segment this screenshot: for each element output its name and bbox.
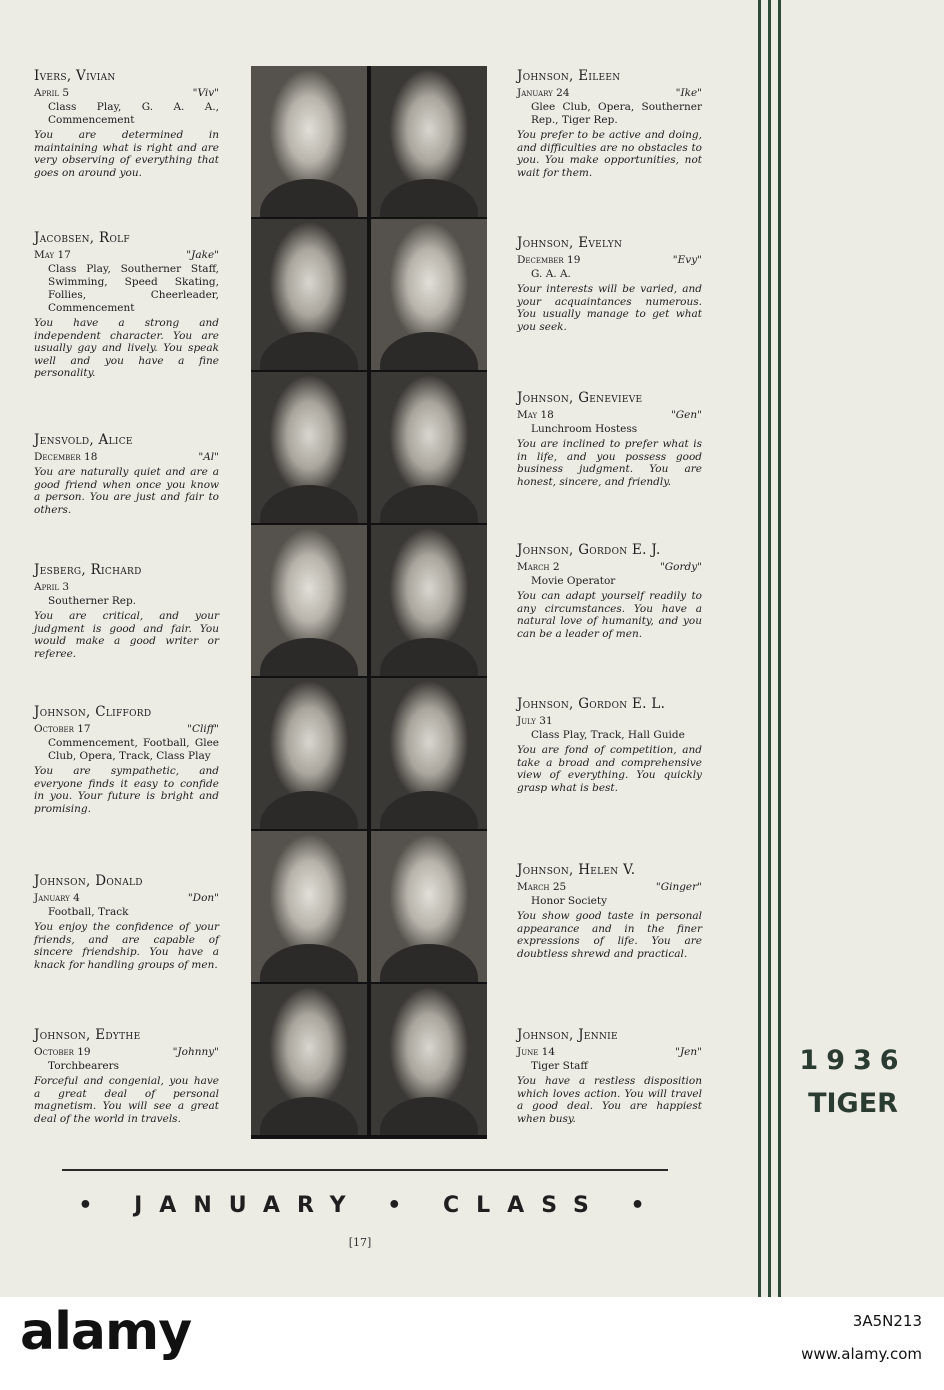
birth-date: June 14 xyxy=(517,1046,556,1058)
student-dateline xyxy=(34,248,219,262)
page-number: [17] xyxy=(348,1236,372,1249)
blurb: You are sympathetic, and everyone finds it easy to confide in you. Your future is bright and promising. xyxy=(34,765,219,815)
blurb: You are determined in maintaining what is right and are very observing of everything that goes on around you. xyxy=(34,129,219,179)
alamy-logo: alamy xyxy=(20,1302,192,1362)
student-entry xyxy=(34,873,219,971)
watermark-url: www.alamy.com xyxy=(801,1345,922,1363)
nickname: "Gordy" xyxy=(659,561,702,573)
nickname: "Al" xyxy=(198,451,219,463)
birth-date: October 17 xyxy=(34,723,91,735)
activities: Football, Track xyxy=(48,906,129,918)
nickname: "Ginger" xyxy=(655,881,702,893)
student-entry xyxy=(517,68,702,179)
blurb: You are naturally quiet and are a good friend when once you know a person. You are just and fair to others. xyxy=(34,466,219,516)
student-entry xyxy=(34,432,219,516)
student-dateline xyxy=(34,450,219,464)
nickname: "Jake" xyxy=(186,249,219,261)
birth-date: July 31 xyxy=(517,715,553,727)
birth-date: April 5 xyxy=(34,87,69,99)
yearbook-year: 1936 xyxy=(799,1045,907,1076)
student-name: Johnson, Edythe xyxy=(34,1027,141,1043)
birth-date: October 19 xyxy=(34,1046,91,1058)
image-id: 3A5N213 xyxy=(852,1312,922,1330)
student-name: Johnson, Clifford xyxy=(34,704,152,720)
student-dateline xyxy=(34,722,219,736)
activities: Torchbearers xyxy=(48,1060,120,1072)
birth-date: May 17 xyxy=(34,249,71,261)
portrait-photo xyxy=(371,219,487,370)
class-heading: • JANUARY • CLASS • xyxy=(78,1193,662,1218)
portrait-photo xyxy=(371,831,487,982)
student-dateline xyxy=(517,86,702,100)
activities: Lunchroom Hostess xyxy=(531,423,638,435)
portrait-grid xyxy=(251,66,487,1139)
activities: Tiger Staff xyxy=(531,1060,588,1072)
blurb: You enjoy the confidence of your friends, and are capable of sincere friendship. You have a knack for handling groups of men. xyxy=(34,921,219,971)
student-name: Johnson, Eileen xyxy=(517,68,621,84)
student-entry xyxy=(517,1027,702,1125)
divider-line xyxy=(778,0,781,1297)
student-name: Jensvold, Alice xyxy=(34,432,133,448)
student-name: Johnson, Helen V. xyxy=(517,862,636,878)
student-entry xyxy=(34,704,219,815)
student-dateline xyxy=(517,560,702,574)
blurb: You prefer to be active and doing, and difficulties are no obstacles to you. You make opportunities, not wait for them. xyxy=(517,129,702,179)
birth-date: March 25 xyxy=(517,881,567,893)
student-dateline xyxy=(34,580,219,594)
activities: Class Play, Southerner Staff, Swimming, Speed Skating, Follies, Cheerleader, Commencement xyxy=(48,263,219,314)
birth-date: April 3 xyxy=(34,581,69,593)
blurb: Forceful and congenial, you have a great deal of personal magnetism. You will see a great deal of the world in travels. xyxy=(34,1075,219,1125)
nickname: "Viv" xyxy=(192,87,219,99)
divider-line xyxy=(768,0,771,1297)
portrait-photo xyxy=(371,984,487,1135)
blurb: You have a strong and independent character. You are usually gay and lively. You speak well and you have a fine personality. xyxy=(34,317,219,379)
student-entry xyxy=(517,542,702,640)
yearbook-title: TIGER xyxy=(808,1088,898,1119)
blurb: You are critical, and your judgment is good and fair. You would make a good writer or referee. xyxy=(34,610,219,660)
nickname: "Johnny" xyxy=(172,1046,219,1058)
student-name: Jacobsen, Rolf xyxy=(34,230,130,246)
activities: Movie Operator xyxy=(531,575,616,587)
student-dateline xyxy=(517,880,702,894)
student-entry xyxy=(517,696,702,794)
student-entry xyxy=(34,230,219,380)
birth-date: December 19 xyxy=(517,254,581,266)
nickname: "Jen" xyxy=(675,1046,702,1058)
student-entry xyxy=(517,390,702,488)
student-entry xyxy=(34,562,219,660)
birth-date: January 4 xyxy=(34,892,80,904)
activities: Southerner Rep. xyxy=(48,595,137,607)
student-name: Johnson, Genevieve xyxy=(517,390,643,406)
activities: Glee Club, Opera, Southerner Rep., Tiger Rep. xyxy=(531,101,702,126)
student-name: Johnson, Evelyn xyxy=(517,235,623,251)
student-name: Jesberg, Richard xyxy=(34,562,142,578)
portrait-photo xyxy=(251,984,367,1135)
portrait-photo xyxy=(251,525,367,676)
nickname: "Ike" xyxy=(675,87,702,99)
student-dateline xyxy=(517,253,702,267)
student-entry xyxy=(517,862,702,960)
student-name: Johnson, Gordon E. J. xyxy=(517,542,661,558)
portrait-photo xyxy=(251,678,367,829)
portrait-photo xyxy=(371,372,487,523)
student-name: Johnson, Donald xyxy=(34,873,143,889)
footer-rule xyxy=(62,1169,668,1171)
activities: G. A. A. xyxy=(531,268,571,280)
portrait-photo xyxy=(371,66,487,217)
portrait-photo xyxy=(251,831,367,982)
portrait-photo xyxy=(251,66,367,217)
student-name: Ivers, Vivian xyxy=(34,68,116,84)
nickname: "Gen" xyxy=(670,409,702,421)
portrait-photo xyxy=(251,372,367,523)
birth-date: January 24 xyxy=(517,87,570,99)
student-dateline xyxy=(34,891,219,905)
student-name: Johnson, Jennie xyxy=(517,1027,618,1043)
student-entry xyxy=(34,1027,219,1125)
portrait-photo xyxy=(371,525,487,676)
birth-date: December 18 xyxy=(34,451,98,463)
blurb: You have a restless disposition which loves action. You will travel a good deal. You are happiest when busy. xyxy=(517,1075,702,1125)
student-entry xyxy=(34,68,219,179)
birth-date: March 2 xyxy=(517,561,560,573)
nickname: "Evy" xyxy=(672,254,702,266)
portrait-photo xyxy=(251,219,367,370)
blurb: You are fond of competition, and take a broad and comprehensive view of everything. You quickly grasp what is best. xyxy=(517,744,702,794)
nickname: "Don" xyxy=(187,892,219,904)
divider-line xyxy=(758,0,761,1297)
student-name: Johnson, Gordon E. L. xyxy=(517,696,666,712)
student-dateline xyxy=(34,86,219,100)
student-dateline xyxy=(517,1045,702,1059)
activities: Honor Society xyxy=(531,895,608,907)
student-dateline xyxy=(34,1045,219,1059)
birth-date: May 18 xyxy=(517,409,554,421)
activities: Class Play, G. A. A., Commencement xyxy=(48,101,219,126)
student-dateline xyxy=(517,714,702,728)
activities: Class Play, Track, Hall Guide xyxy=(531,729,685,741)
student-entry xyxy=(517,235,702,333)
nickname: "Cliff" xyxy=(187,723,219,735)
activities: Commencement, Football, Glee Club, Opera, Track, Class Play xyxy=(48,737,219,762)
blurb: You can adapt yourself readily to any circumstances. You have a natural love of humanity, and you can be a leader of men. xyxy=(517,590,702,640)
blurb: Your interests will be varied, and your acquaintances numerous. You usually manage to get what you seek. xyxy=(517,283,702,333)
blurb: You are inclined to prefer what is in life, and you possess good business judgment. You are honest, sincere, and friendly. xyxy=(517,438,702,488)
blurb: You show good taste in personal appearance and in the finer expressions of life. You are doubtless shrewd and practical. xyxy=(517,910,702,960)
portrait-photo xyxy=(371,678,487,829)
student-dateline xyxy=(517,408,702,422)
